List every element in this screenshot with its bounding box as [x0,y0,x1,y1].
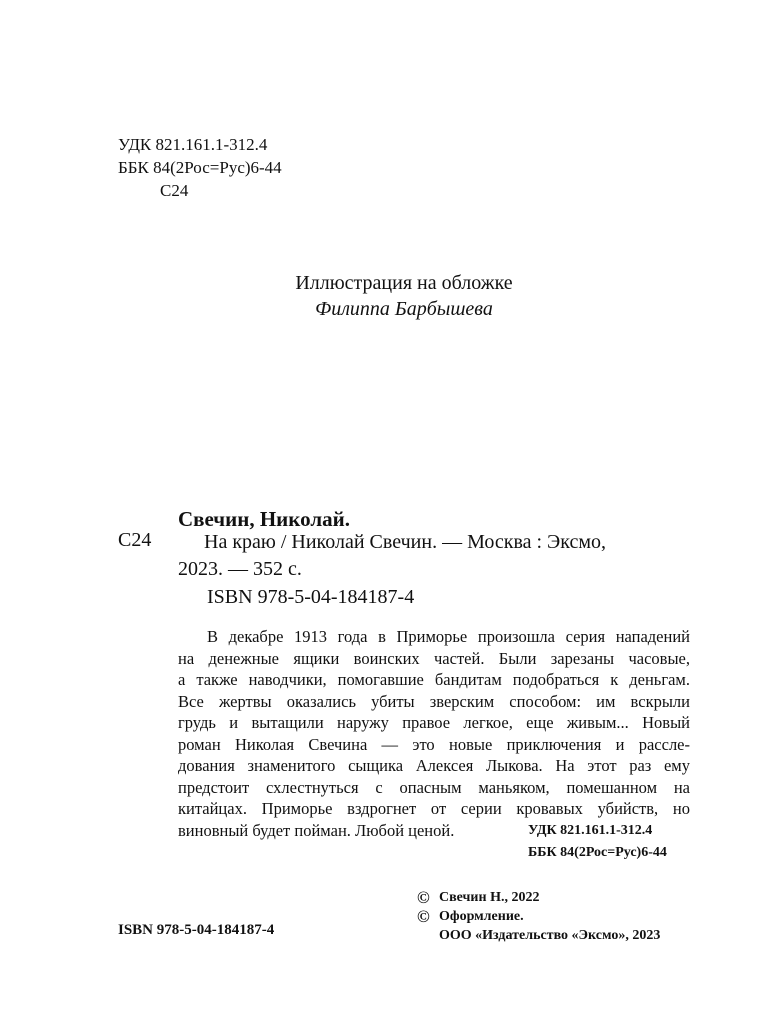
annotation-line: дования знаменитого сыщика Алексея Лыкова. На этот раз ему [178,756,690,775]
copyright-author: Свечин Н., 2022 [439,890,540,905]
copyright-icon: © [417,907,430,926]
copyright-block [417,888,660,945]
bbk-code: ББК 84(2Рос=Рус)6-44 [118,158,282,177]
copyright-icon: © [417,888,430,907]
copyright-design: Оформление. [439,909,524,924]
record-isbn: ISBN 978-5-04-184187-4 [207,586,415,608]
annotation-line: роман Николая Свечина — это новые приключения и рассле- [178,734,690,754]
udk-code: УДК 821.161.1-312.4 [118,135,268,154]
annotation-line: предстоит схлестнуться с опасным маньяком, помешанном на [178,777,690,797]
footer-bbk: ББК 84(2Рос=Рус)6-44 [528,845,667,860]
annotation-line: китайцах. Приморье вздрогнет от серии кровавых убийств, но [178,799,690,818]
record-description [178,529,606,583]
illustration-label: Иллюстрация на обложке [295,272,513,294]
footer-udk: УДК 821.161.1-312.4 [528,823,653,838]
record-imprint-line: 2023. — 352 с. [178,558,302,580]
annotation [178,626,690,841]
record-author: Свечин, Николай. [178,507,350,531]
author-sign: С24 [160,181,189,200]
illustration-artist: Филиппа Барбышева [315,298,493,320]
annotation-line: грудь и вытащили наружу правое легкое, еще живым... Новый [178,713,690,732]
annotation-line: на денежные ящики воинских частей. Были зарезаны часовые, [178,648,690,668]
annotation-line: виновный будет пойман. Любой ценой. [178,820,455,840]
classification-codes [118,133,282,202]
footer-codes [528,820,667,864]
copyright-author-row [417,888,660,907]
record-title-line: На краю / Николай Свечин. — Москва : Эксмо, [204,531,607,553]
record-cipher: С24 [118,529,152,551]
illustration-credit [0,270,768,322]
annotation-line: Все жертвы оказались убиты зверским способом: им вскрыли [178,691,690,711]
copyright-publisher: ООО «Издательство «Эксмо», 2023 [439,928,661,943]
isbn-bottom: ISBN 978-5-04-184187-4 [118,922,275,938]
annotation-line: В декабре 1913 года в Приморье произошла серия нападений [207,627,690,646]
annotation-line: а также наводчики, помогавшие бандитам подобраться к деньгам. [178,670,690,689]
copyright-design-row [417,907,660,926]
